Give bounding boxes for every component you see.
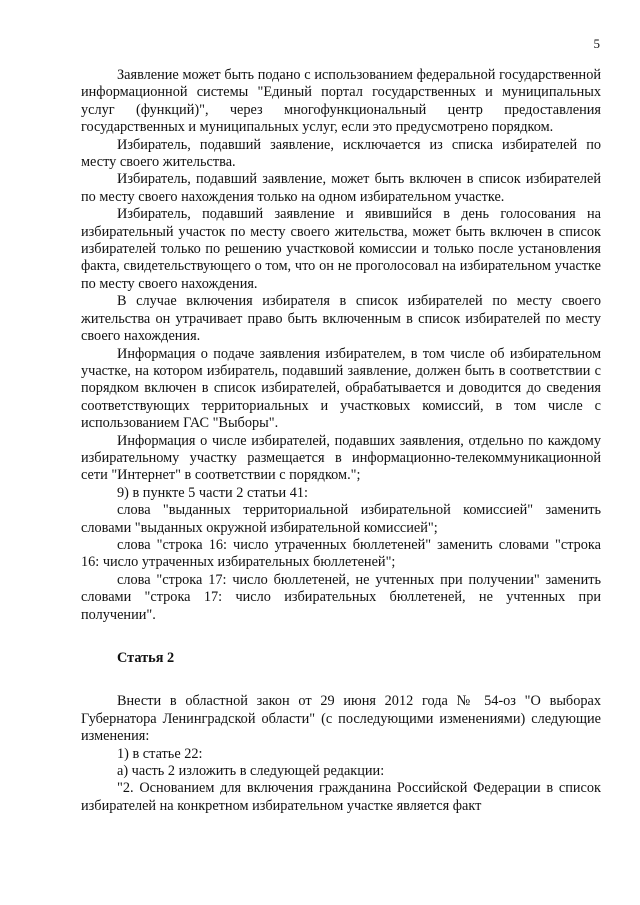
paragraph-replace-commission: слова "выданных территориальной избирательной комиссией" заменить словами "выданных окружной избирательной комиссией"; bbox=[81, 502, 601, 536]
paragraph-article-22: 1) в статье 22: bbox=[117, 745, 203, 762]
document-body bbox=[81, 67, 601, 815]
paragraph-replace-line-17: слова "строка 17: число бюллетеней, не учтенных при получении" заменить словами "строка 17: число избирательных бюллетеней, не учтенных при получении". bbox=[81, 571, 601, 623]
paragraph-amend-law: Внести в областной закон от 29 июня 2012 года № 54-оз "О выборах Губернатора Ленинградской области" (с последующими изменениями) следующие изменения: bbox=[81, 693, 601, 745]
paragraph-internet-publication: Информация о числе избирателей, подавших заявления, отдельно по каждому избирательному участку размещается в информационно-телекоммуникационной сети "Интернет" в соответствии с порядком."; bbox=[81, 432, 601, 484]
paragraph-item-9: 9) в пункте 5 части 2 статьи 41: bbox=[117, 484, 308, 501]
article-heading: Статья 2 bbox=[117, 650, 175, 666]
paragraph-loses-right: В случае включения избирателя в список избирателей по месту своего жительства он утрачивает право быть включенным в список избирателей по месту своего нахождения. bbox=[81, 293, 601, 345]
paragraph-information-processing: Информация о подаче заявления избирателем, в том числе об избирательном участке, на котором избиратель, подавший заявление, должен быть в соответствии с порядком включен в список избирателей, обрабатывается и доводится до сведения соответствующих территориальных и участковых комиссий, в том числе с использованием ГАС "Выборы". bbox=[81, 345, 601, 432]
paragraph-basis-for-inclusion: "2. Основанием для включения гражданина Российской Федерации в список избирателей на конкретном избирательном участке является факт bbox=[81, 780, 601, 814]
paragraph-excluded-from-list: Избиратель, подавший заявление, исключается из списка избирателей по месту своего жительства. bbox=[81, 136, 601, 171]
page-number: 5 bbox=[593, 36, 600, 51]
paragraph-voting-day-residence: Избиратель, подавший заявление и явившийся в день голосования на избирательный участок по месту своего жительства, может быть включен в список избирателей только по решению участковой комиссии и только после установления факта, свидетельствующего о том, что он не проголосовал на избирательном участке по месту своего нахождения. bbox=[81, 206, 601, 292]
paragraph-replace-line-16: слова "строка 16: число утраченных бюллетеней" заменить словами "строка 16: число утраченных избирательных бюллетеней"; bbox=[81, 536, 601, 571]
paragraph-part-2-wording: а) часть 2 изложить в следующей редакции: bbox=[117, 763, 385, 780]
paragraph-one-precinct: Избиратель, подавший заявление, может быть включен в список избирателей по месту своего нахождения только на одном избирательном участке. bbox=[81, 171, 601, 205]
paragraph-portal-submission: Заявление может быть подано с использованием федеральной государственной информационной системы "Единый портал государственных и муниципальных услуг (функций)", через многофункциональный центр предоставления государственных и муниципальных услуг, если это предусмотрено порядком. bbox=[81, 67, 601, 136]
